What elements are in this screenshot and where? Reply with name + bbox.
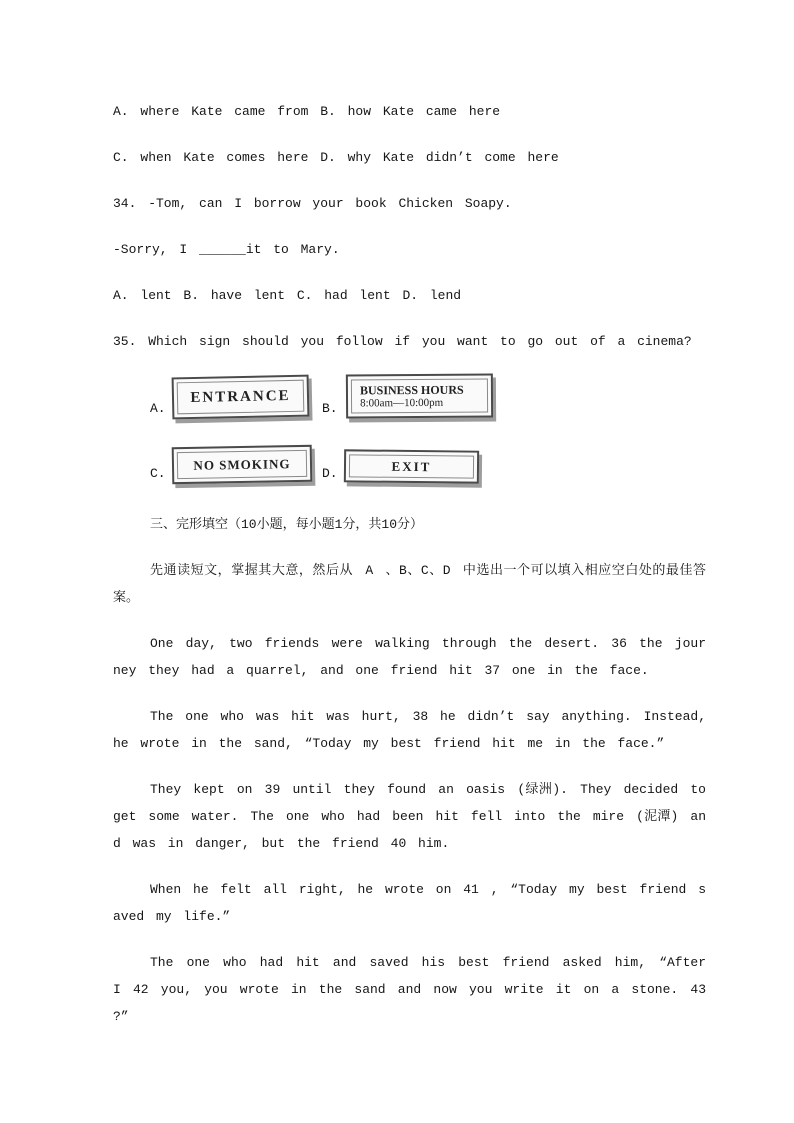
question-34-reply: -Sorry, I ______it to Mary. — [113, 242, 340, 257]
business-hours-sign-times: 8:00am—10:00pm — [360, 396, 444, 409]
cloze-paragraph-2: The one who was hit was hurt, 38 he didn’t say anything. Instead, he wrote in the sand, “Today my best friend hit me in the face.” — [113, 709, 706, 751]
sign-option-b — [322, 374, 493, 418]
sign-option-d — [322, 450, 479, 483]
question-34-options: A. lent B. have lent C. had lent D. lend — [113, 288, 462, 303]
cloze-paragraph-1: One day, two friends were walking through the desert. 36 the journey they had a quarrel, and one friend hit 37 one in the face. — [113, 636, 706, 678]
entrance-sign-image — [172, 375, 310, 420]
question-33-options-cd: C. when Kate comes here D. why Kate didn’t come here — [113, 150, 559, 165]
business-hours-sign-image — [346, 373, 493, 418]
question-34-stem: 34. -Tom, can I borrow your book Chicken Soapy. — [113, 196, 512, 211]
entrance-sign-text: ENTRANCE — [190, 387, 291, 406]
cloze-section-heading: 三、完形填空（10小题，每小题1分，共10分） — [150, 517, 424, 532]
no-smoking-sign-text: NO SMOKING — [193, 455, 291, 473]
sign-option-a-label: A. — [150, 401, 166, 416]
sign-option-c-label: C. — [150, 466, 166, 481]
exit-sign-text: EXIT — [391, 458, 432, 474]
question-33-options-ab: A. where Kate came from B. how Kate came here — [113, 104, 501, 119]
no-smoking-sign-image — [172, 445, 313, 484]
sign-option-b-label: B. — [322, 401, 338, 416]
sign-option-c — [150, 446, 312, 483]
cloze-section-instructions: 先通读短文，掌握其大意，然后从 A 、B、C、D 中选出一个可以填入相应空白处的最佳答案。 — [113, 563, 706, 605]
sign-option-d-label: D. — [322, 466, 338, 481]
cloze-paragraph-5: The one who had hit and saved his best friend asked him, “After I 42 you, you wrote in the sand and now you write it on a stone. 43 ?” — [113, 955, 706, 1024]
sign-row-2 — [113, 446, 706, 483]
sign-row-1 — [113, 374, 706, 418]
cloze-paragraph-3: They kept on 39 until they found an oasis (绿洲). They decided to get some water. The one who had been hit fell into the mire (泥潭) and was in danger, but the friend 40 him. — [113, 782, 706, 851]
business-hours-sign-title: BUSINESS HOURS — [359, 382, 464, 397]
exit-sign-image — [344, 449, 479, 483]
cloze-paragraph-4: When he felt all right, he wrote on 41 , “Today my best friend saved my life.” — [113, 882, 706, 924]
sign-option-a — [150, 376, 309, 418]
question-35-stem: 35. Which sign should you follow if you want to go out of a cinema? — [113, 334, 692, 349]
